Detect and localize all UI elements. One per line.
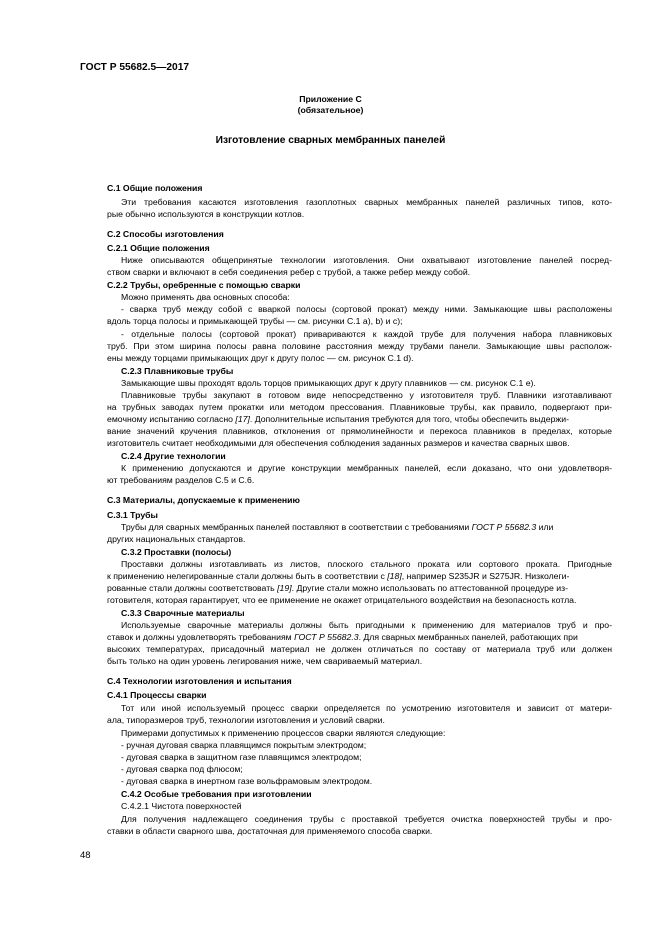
appendix-label: Приложение С bbox=[299, 94, 362, 104]
paragraph-line-mixed: к применению нелегированные стали должны быть в соответствии с [18], например S235JR и S275JR. Низколеги- bbox=[107, 571, 570, 581]
paragraph-line: ством сварки и включают в себя соединения ребер с трубой, а также ребер между собой. bbox=[107, 267, 471, 277]
paragraph-line: Проставки должны изготавливать из листов, плоского стального проката или сортового проката. Пригодные bbox=[121, 559, 612, 569]
section-heading: С.3 Материалы, допускаемые к применению bbox=[107, 495, 300, 505]
paragraph-line: Замыкающие швы проходят вдоль торцов примыкающих друг к другу плавников — см. рисунок С.1 е). bbox=[121, 378, 536, 388]
paragraph-line: других национальных стандартов. bbox=[107, 534, 246, 544]
subsection-heading: С.2.3 Плавниковые трубы bbox=[121, 366, 234, 376]
appendix-status: (обязательное) bbox=[297, 105, 364, 115]
paragraph-line: Тот или иной используемый процесс сварки определяется по усмотрению изготовителя и зависит от матери- bbox=[121, 703, 612, 713]
subsection-heading: С.4.2 Особые требования при изготовлении bbox=[121, 789, 312, 799]
paragraph-line: Эти требования касаются изготовления газоплотных сварных мембранных панелей различных типов, кото- bbox=[121, 197, 612, 207]
paragraph-line: готовителя, которая гарантирует, что ее применение не окажет отрицательного воздействия на безопасность котла. bbox=[107, 595, 577, 605]
standard-reference: ГОСТ Р 55682.3 bbox=[294, 632, 359, 642]
paragraph-line: труб. При этом ширина полосы равна половине расстояния между трубами панели. Замыкающие швы располож- bbox=[107, 341, 612, 351]
paragraph-line: ены между торцами примыкающих друг к другу полос — см. рисунок С.1 d). bbox=[107, 353, 414, 363]
citation: [17] bbox=[235, 414, 250, 424]
paragraph-line: рые обычно используются в конструкции котлов. bbox=[107, 209, 305, 219]
paragraph-line: изготовитель считает необходимыми для обеспечения соблюдения заданных размеров и качества сварных швов. bbox=[107, 438, 570, 448]
list-item: - отдельные полосы (сортовой прокат) привариваются к каждой трубе для получения набора плавниковых bbox=[121, 329, 612, 339]
list-item: - дуговая сварка в инертном газе вольфрамовым электродом. bbox=[121, 776, 373, 786]
paragraph-line-mixed: ставок и должны удовлетворять требованиям ГОСТ Р 55682.3. Для сварных мембранных панелей, работающих при bbox=[107, 632, 578, 642]
paragraph-line: ала, типоразмеров труб, технологии изготовления и условий сварки. bbox=[107, 715, 385, 725]
paragraph-line: высоких температурах, присадочный материал не должен отличаться по составу от материала труб или должен bbox=[107, 644, 612, 654]
subsection-heading: С.4.1 Процессы сварки bbox=[107, 690, 207, 700]
list-item: - ручная дуговая сварка плавящимся покрытым электродом; bbox=[121, 740, 367, 750]
paragraph-line: К применению допускаются и другие конструкции мембранных панелей, если доказано, что они удовлетворя- bbox=[121, 463, 612, 473]
paragraph-line: Плавниковые трубы закупают в готовом виде непосредственно у изготовителя труб. Плавники изготавливают bbox=[121, 390, 612, 400]
paragraph-line: быть только на один уровень легирования ниже, чем свариваемый материал. bbox=[107, 656, 423, 666]
paragraph-line: Примерами допустимых к применению процессов сварки являются следующие: bbox=[121, 728, 446, 738]
standard-reference: ГОСТ Р 55682.3 bbox=[471, 522, 537, 532]
paragraph-line: Используемые сварочные материалы должны быть пригодными к применению для материалов труб и про- bbox=[121, 620, 612, 630]
subsection-heading: С.3.1 Трубы bbox=[107, 510, 158, 520]
paragraph-line-mixed: рованные стали должны соответствовать [19]. Другие стали можно использовать по аттестованной процедуре из- bbox=[107, 583, 568, 593]
paragraph-line: вание значений кручения плавников, отклонения от прямолинейности и перекоса плавников в пределах, которые bbox=[107, 426, 612, 436]
subsection-heading: С.3.3 Сварочные материалы bbox=[121, 608, 245, 618]
subsection-heading: С.2.1 Общие положения bbox=[107, 243, 210, 253]
paragraph-line: ставки в области сварного шва, достаточная для применяемого способа сварки. bbox=[107, 826, 433, 836]
paragraph-line: на трубных заводах путем прокатки или методом прессования. Плавниковые трубы, как правило, подвергают при- bbox=[107, 402, 612, 412]
subsection-heading: С.2.2 Трубы, оребренные с помощью сварки bbox=[107, 280, 301, 290]
paragraph-line: Ниже описываются общепринятые технологии изготовления. Они охватывают изготовление панелей посред- bbox=[121, 255, 612, 265]
document-id: ГОСТ Р 55682.5—2017 bbox=[80, 62, 190, 73]
paragraph-line: Для получения надлежащего соединения трубы с проставкой требуется очистка поверхностей трубы и про- bbox=[121, 814, 612, 824]
paragraph-line-mixed: Трубы для сварных мембранных панелей поставляют в соответствии с требованиями ГОСТ Р 55682.3 или bbox=[121, 522, 554, 532]
subsection-heading: С.2.4 Другие технологии bbox=[121, 451, 226, 461]
list-item: - дуговая сварка в защитном газе плавящимся электродом; bbox=[121, 752, 362, 762]
clause-heading: С.4.2.1 Чистота поверхностей bbox=[121, 801, 242, 811]
section-heading: С.4 Технологии изготовления и испытания bbox=[107, 676, 292, 686]
paragraph-line: Можно применять два основных способа: bbox=[121, 292, 290, 302]
section-heading: С.2 Способы изготовления bbox=[107, 229, 224, 239]
list-item: - дуговая сварка под флюсом; bbox=[121, 764, 243, 774]
section-heading: С.1 Общие положения bbox=[107, 183, 203, 193]
subsection-heading: С.3.2 Проставки (полосы) bbox=[121, 547, 232, 557]
citation: [18] bbox=[387, 571, 402, 581]
appendix-title: Изготовление сварных мембранных панелей bbox=[215, 135, 446, 146]
paragraph-line: ют требованиям разделов С.5 и С.6. bbox=[107, 475, 255, 485]
paragraph-line-mixed: емочному испытанию согласно [17]. Дополнительные испытания требуются для того, чтобы обеспечить выдержи- bbox=[107, 414, 569, 424]
page-number: 48 bbox=[80, 850, 91, 861]
paragraph-line: вдоль торца полосы и примыкающей трубы — см. рисунки С.1 а), b) и с); bbox=[107, 316, 403, 326]
list-item: - сварка труб между собой с вваркой полосы (сортовой прокат) между ними. Замыкающие швы расположены bbox=[121, 304, 612, 314]
citation: [19] bbox=[277, 583, 292, 593]
